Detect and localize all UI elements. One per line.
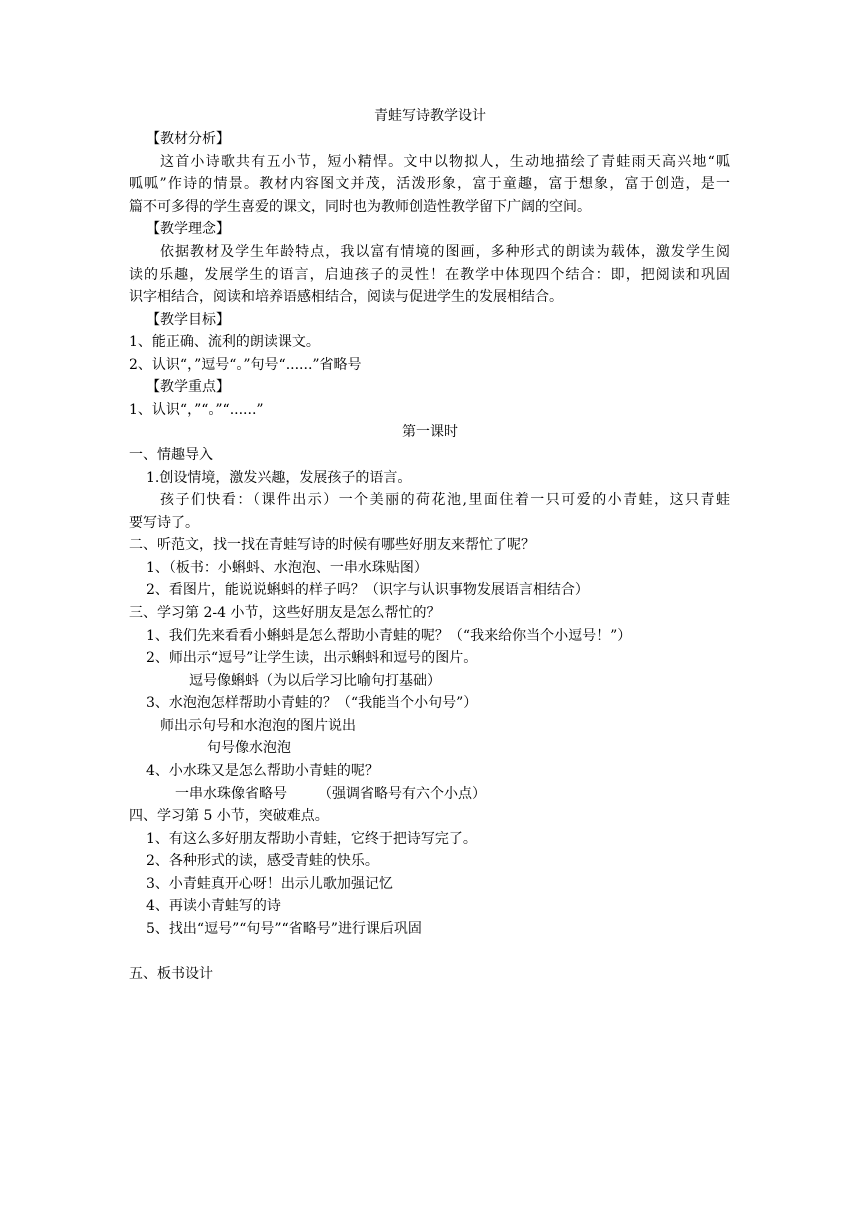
section-3-item-4: 4、小水珠又是怎么帮助小青蛙的呢？ bbox=[146, 763, 379, 779]
analysis-line-2: 呱呱”作诗的情景。教材内容图文并茂，活泼形象，富于童趣，富于想象，富于创造，是一 bbox=[129, 176, 730, 192]
section-3-item-3: 3、水泡泡怎样帮助小青蛙的？（“我能当个小句号”） bbox=[146, 695, 478, 711]
analysis-line-1: 这首小诗歌共有五小节，短小精悍。文中以物拟人，生动地描绘了青蛙雨天高兴地“呱 bbox=[160, 154, 730, 170]
section-3-item-2-sub: 逗号像蝌蚪（为以后学习比喻句打基础） bbox=[189, 673, 441, 689]
section-2-heading: 二、听范文，找一找在青蛙写诗的时候有哪些好朋友来帮忙了呢？ bbox=[129, 537, 535, 553]
section-1-heading: 一、情趣导入 bbox=[129, 447, 213, 463]
concept-line-3: 识字相结合，阅读和培养语感相结合，阅读与促进学生的发展相结合。 bbox=[129, 289, 563, 305]
heading-analysis: 【教材分析】 bbox=[146, 131, 230, 147]
section-4-item-2: 2、各种形式的读，感受青蛙的快乐。 bbox=[146, 853, 379, 869]
concept-line-1: 依据教材及学生年龄特点，我以富有情境的图画，多种形式的朗读为载体，激发学生阅 bbox=[160, 244, 730, 260]
goal-item-1: 1、能正确、流利的朗读课文。 bbox=[129, 334, 320, 350]
section-3-item-3-note: 师出示句号和水泡泡的图片说出 bbox=[160, 718, 356, 734]
section-3-item-4-sub: 一串水珠像省略号 bbox=[175, 786, 287, 802]
section-3-item-3-sub: 句号像水泡泡 bbox=[207, 740, 291, 756]
section-1-item-1: 1.创设情境，激发兴趣，发展孩子的语言。 bbox=[146, 470, 412, 486]
analysis-line-3: 篇不可多得的学生喜爱的课文，同时也为教师创造性教学留下广阔的空间。 bbox=[129, 199, 591, 215]
goal-item-2: 2、认识“，”逗号“。”句号“......”省略号 bbox=[129, 357, 362, 373]
section-2-item-1: 1、（板书：小蝌蚪、水泡泡、一串水珠贴图） bbox=[146, 560, 428, 576]
section-1-text-2: 要写诗了。 bbox=[129, 515, 199, 531]
section-4-item-1: 1、有这么多好朋友帮助小青蛙，它终于把诗写完了。 bbox=[146, 831, 477, 847]
heading-concept: 【教学理念】 bbox=[146, 221, 230, 237]
concept-line-2: 读的乐趣，发展学生的语言，启迪孩子的灵性！在教学中体现四个结合：即，把阅读和巩固 bbox=[129, 267, 730, 283]
heading-goals: 【教学目标】 bbox=[146, 312, 230, 328]
key-point-1: 1、认识“，”“。”“......” bbox=[129, 402, 264, 418]
section-4-item-5: 5、找出“逗号”“句号”“省略号”进行课后巩固 bbox=[146, 921, 422, 937]
section-1-text-1: 孩子们快看：（课件出示）一个美丽的荷花池,里面住着一只可爱的小青蛙，这只青蛙 bbox=[160, 492, 730, 508]
section-3-heading: 三、学习第 2-4 小节，这些好朋友是怎么帮忙的？ bbox=[129, 605, 441, 621]
heading-key-points: 【教学重点】 bbox=[146, 379, 230, 395]
section-3-item-2: 2、师出示“逗号”让学生读，出示蝌蚪和逗号的图片。 bbox=[146, 650, 478, 666]
section-2-item-2: 2、看图片，能说说蝌蚪的样子吗？（识字与认识事物发展语言相结合） bbox=[146, 582, 589, 598]
section-4-item-3: 3、小青蛙真开心呀！出示儿歌加强记忆 bbox=[146, 876, 393, 892]
lesson-title: 第一课时 bbox=[402, 424, 458, 440]
section-3-item-4-note: （强调省略号有六个小点） bbox=[318, 786, 486, 802]
section-5-heading: 五、板书设计 bbox=[129, 966, 213, 982]
section-4-heading: 四、学习第 5 小节，突破难点。 bbox=[129, 808, 329, 824]
section-3-item-1: 1、我们先来看看小蝌蚪是怎么帮助小青蛙的呢？（“我来给你当个小逗号！”） bbox=[146, 628, 632, 644]
document-title: 青蛙写诗教学设计 bbox=[374, 108, 486, 124]
section-4-item-4: 4、再读小青蛙写的诗 bbox=[146, 898, 281, 914]
